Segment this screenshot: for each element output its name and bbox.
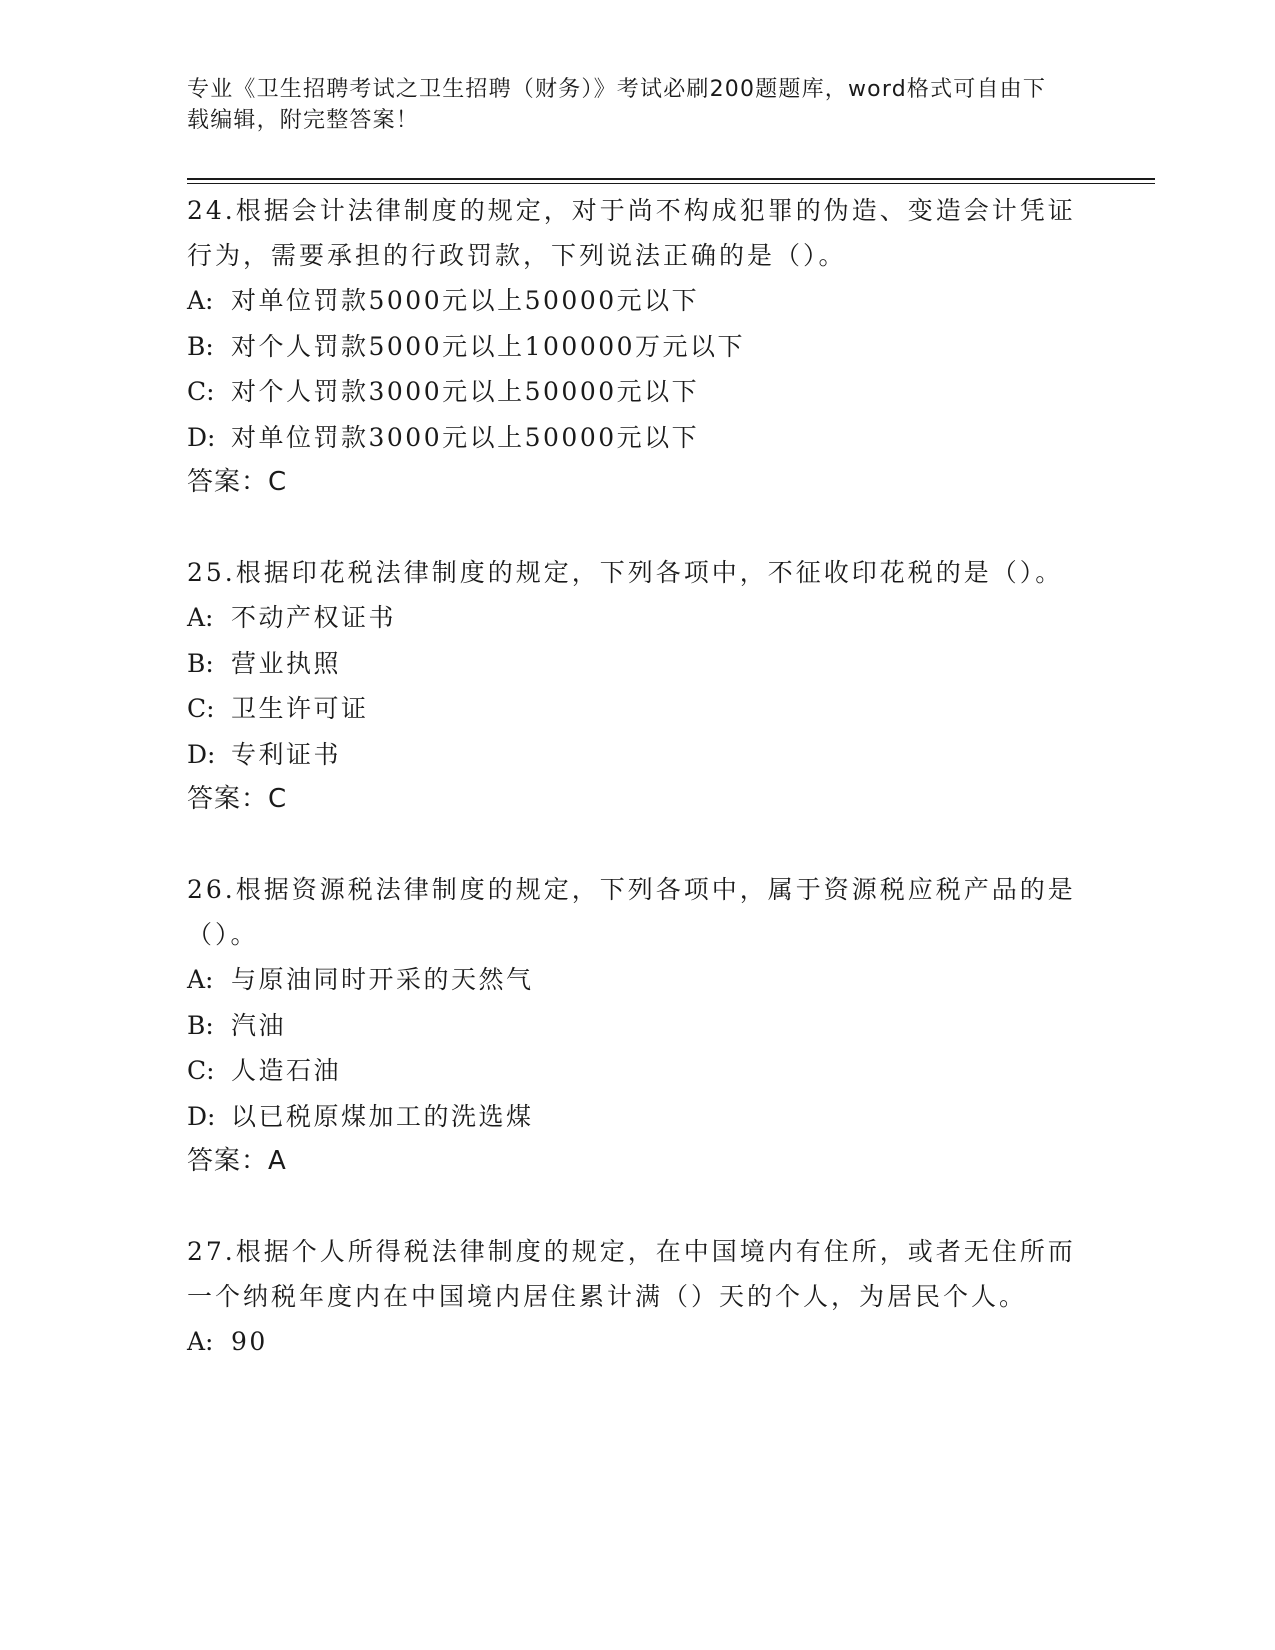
option-text: 对单位罚款5000元以上50000元以下 <box>231 286 700 315</box>
option-text: 专利证书 <box>231 739 342 769</box>
option-letter: B: <box>187 1010 214 1040</box>
option-letter: A: <box>187 603 214 632</box>
option-text: 对个人罚款5000元以上100000万元以下 <box>231 331 746 361</box>
question-text: 26.根据资源税法律制度的规定，下列各项中，属于资源税应税产品的是（）。 <box>187 875 1076 949</box>
page-header-title: 专业《卫生招聘考试之卫生招聘（财务）》考试必刷200题题库，word格式可自由下载编辑，附完整答案！ <box>187 77 1047 133</box>
answer-line: 答案：C <box>187 467 288 497</box>
option-letter: A: <box>187 965 214 994</box>
option-text: 对单位罚款3000元以上50000元以下 <box>231 422 700 452</box>
option-letter: C: <box>187 694 215 723</box>
question-list <box>187 188 1087 1410</box>
answer-line: 答案：C <box>187 784 288 814</box>
option-a <box>187 595 1087 641</box>
question-25 <box>187 550 1087 822</box>
option-letter: D: <box>187 1101 216 1131</box>
option-text: 汽油 <box>231 1010 287 1040</box>
option-d <box>187 732 1087 778</box>
option-letter: C: <box>187 377 215 406</box>
option-a <box>187 1319 1087 1365</box>
option-text: 卫生许可证 <box>231 694 369 723</box>
option-c <box>187 686 1087 732</box>
option-letter: C: <box>187 1056 215 1085</box>
option-letter: B: <box>187 331 214 361</box>
option-b <box>187 1003 1087 1049</box>
option-letter: A: <box>187 286 214 315</box>
option-text: 营业执照 <box>231 648 342 678</box>
question-text: 25.根据印花税法律制度的规定，下列各项中，不征收印花税的是（）。 <box>187 558 1064 587</box>
header-divider-thick <box>187 178 1155 180</box>
option-letter: D: <box>187 422 216 452</box>
question-text: 27.根据个人所得税法律制度的规定，在中国境内有住所，或者无住所而一个纳税年度内在中国境内居住累计满（）天的个人，为居民个人。 <box>187 1237 1076 1311</box>
option-text: 以已税原煤加工的洗选煤 <box>231 1101 534 1131</box>
option-letter: D: <box>187 739 216 769</box>
question-text: 24.根据会计法律制度的规定，对于尚不构成犯罪的伪造、变造会计凭证行为，需要承担的行政罚款，下列说法正确的是（）。 <box>187 196 1076 270</box>
option-text: 90 <box>231 1327 268 1356</box>
option-b <box>187 324 1087 370</box>
option-c <box>187 1048 1087 1094</box>
option-a <box>187 278 1087 324</box>
option-letter: B: <box>187 648 214 678</box>
answer-line: 答案：A <box>187 1146 287 1176</box>
question-27 <box>187 1229 1087 1365</box>
option-letter: A: <box>187 1327 214 1356</box>
question-26 <box>187 867 1087 1184</box>
option-a <box>187 957 1087 1003</box>
option-text: 不动产权证书 <box>231 603 397 632</box>
option-text: 对个人罚款3000元以上50000元以下 <box>231 377 700 406</box>
option-text: 与原油同时开采的天然气 <box>231 965 534 994</box>
option-d <box>187 415 1087 461</box>
option-d <box>187 1094 1087 1140</box>
option-b <box>187 641 1087 687</box>
header-divider-thin <box>187 183 1155 184</box>
option-text: 人造石油 <box>231 1056 342 1085</box>
question-24 <box>187 188 1087 505</box>
option-c <box>187 369 1087 415</box>
